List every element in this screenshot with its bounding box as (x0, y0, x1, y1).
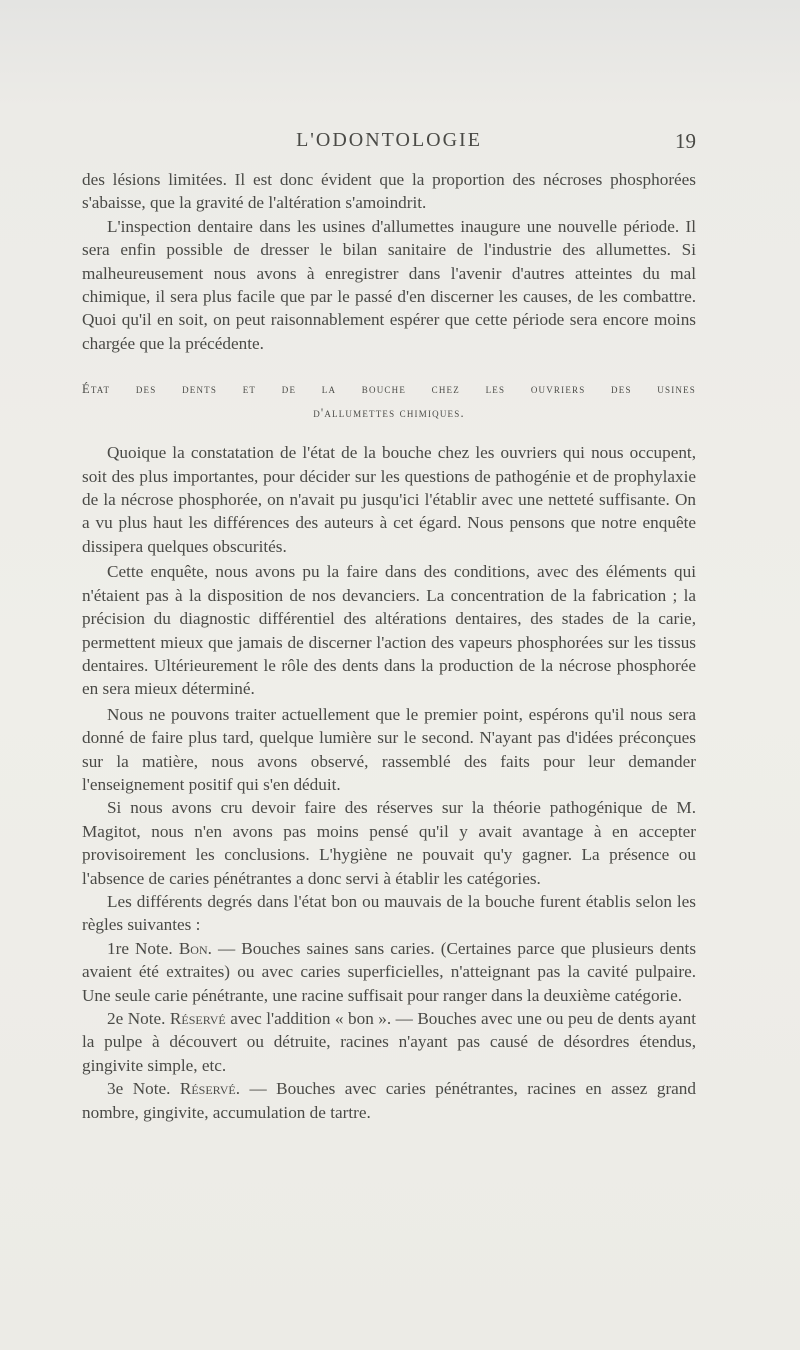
paragraph-continuation: des lésions limitées. Il est donc évident que la proportion des nécroses phosphorées s'abaisse, que la gravité de l'altération s'amoindrit. (82, 170, 696, 213)
note-3-grade: Réservé. (179, 1079, 241, 1099)
paragraph-magitot: Si nous avons cru devoir faire des réserves sur la théorie pathogénique de M. Magitot, nous n'en avons pas moins pensé qu'il y avait avantage à en accepter provisoirement les conclusions. L'hygiène ne pouvait qu'y gagner. La présence ou l'absence de caries pénétrantes a donc servi à établir les catégories. (82, 798, 696, 888)
paragraph-enquete: Cette enquête, nous avons pu la faire dans des conditions, avec des éléments qui n'étaient pas à la disposition de nos devanciers. La concentration de la fabrication ; la précision du diagnostic différentiel des altérations dentaires, des stades de la carie, permettent mieux que jamais de discerner l'action des vapeurs phosphorées sur les tissus dentaires. Ultérieurement le rôle des dents dans la production de la nécrose phosphorée en sera mieux déterminé. (82, 562, 696, 699)
note-3 (82, 1077, 696, 1124)
note-3-number: 3e Note. (107, 1079, 171, 1099)
page-number: 19 (675, 129, 696, 153)
note-2-number: 2e Note. (107, 1009, 166, 1028)
page-header (82, 129, 696, 159)
note-1-number: 1re Note. (107, 938, 173, 958)
note-2-text: avec l'addition « bon ». — Bouches avec une ou peu de dents ayant la pulpe à découvert ou détruite, racines n'ayant pas causé de désordres étendus, gingivite simple, etc. (82, 1009, 696, 1075)
note-1-grade: Bon. (178, 938, 212, 958)
note-1 (82, 937, 696, 1007)
paragraph-premier-point: Nous ne pouvons traiter actuellement que le premier point, espérons qu'il nous sera donné de faire plus tard, quelque lumière sur le second. N'ayant pas d'idées préconçues sur la matière, nous avons observé, rassemblé des faits pour leur demander l'enseignement positif qui s'en déduit. (82, 704, 696, 794)
note-1-text: — Bouches saines sans caries. (Certaines parce que plusieurs dents avaient été extraites) ou avec caries superficielles, n'atteignant pas la cavité pulpaire. Une seule carie pénétrante, une racine suffisait pour ranger dans la deuxième catégorie. (82, 938, 697, 1005)
running-title: L'ODONTOLOGIE (296, 129, 482, 151)
body-text (82, 168, 696, 1124)
note-2-grade: Réservé (169, 1009, 226, 1028)
note-3-text: — Bouches avec caries pénétrantes, racines en assez grand nombre, gingivite, accumulation de tartre. (82, 1079, 696, 1122)
section-heading-line-1: État des dents et de la bouche chez les ouvriers des usines (82, 382, 696, 397)
paragraph-inspection: L'inspection dentaire dans les usines d'allumettes inaugure une nouvelle période. Il sera enfin possible de dresser le bilan sanitaire de l'industrie des allumettes. Si malheureusement nous avons à enregistrer dans l'avenir d'autres atteintes du mal chimique, il sera plus facile que par le passé d'en discerner les causes, de les combattre. Quoi qu'il en soit, on peut raisonnablement espérer que cette période sera encore moins chargée que la précédente. (82, 216, 696, 353)
paragraph-degres: Les différents degrés dans l'état bon ou mauvais de la bouche furent établis selon les règles suivantes : (82, 891, 696, 935)
section-heading-line-2: d'allumettes chimiques. (313, 406, 465, 421)
note-2 (82, 1007, 696, 1077)
section-heading (82, 377, 696, 425)
paragraph-constatation: Quoique la constatation de l'état de la bouche chez les ouvriers qui nous occupent, soit des plus importantes, pour décider sur les questions de pathogénie et de prophylaxie de la nécrose phosphorée, on n'avait pu jusqu'ici l'établir avec une netteté suffisante. On a vu plus haut les différences des auteurs à cet égard. Nous pensons que notre enquête dissipera quelques obscurités. (82, 443, 696, 556)
